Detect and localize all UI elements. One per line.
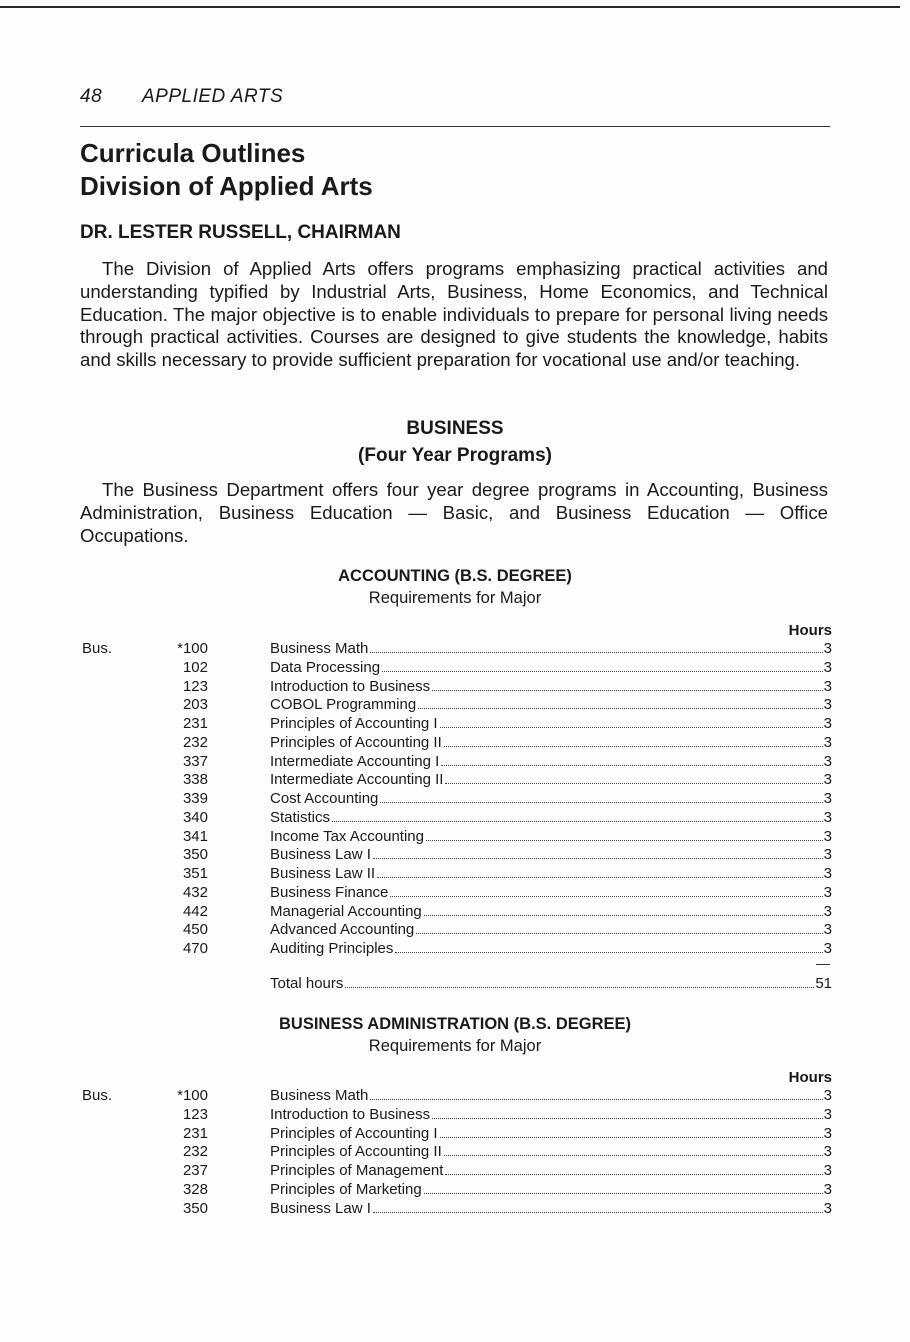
course-hours: 3 — [823, 1162, 832, 1180]
top-rule — [0, 6, 900, 8]
course-row — [80, 920, 832, 939]
course-name: Principles of Accounting I — [270, 1124, 438, 1142]
dot-leader — [377, 877, 823, 878]
course-hours: 3 — [823, 865, 832, 882]
course-name: Business Law I — [270, 846, 371, 864]
course-number: 231 — [182, 1124, 208, 1142]
course-hours: 3 — [823, 658, 832, 676]
course-hours: 3 — [823, 940, 832, 957]
course-name: Principles of Accounting II — [270, 733, 442, 751]
intro-text: The Division of Applied Arts offers programs emphasizing practical activities and understanding typified by Industrial Arts, Business, Home Economics, and Technical Education. The major objective is to enable individuals to prepare for personal living needs through practical activities. Courses are designed to give students the knowledge, habits and skills necessary to provide sufficient preparation for vocational use and/or teaching. — [80, 258, 828, 371]
course-number: 123 — [182, 1105, 208, 1123]
department-label: Bus. — [82, 640, 113, 657]
business-admin-course-list — [80, 1069, 832, 1229]
course-number: *100 — [177, 1087, 208, 1104]
course-hours: 3 — [823, 921, 832, 939]
course-hours: 3 — [823, 1143, 832, 1161]
course-row — [80, 733, 832, 752]
section-name: APPLIED ARTS — [142, 86, 284, 107]
dot-leader — [445, 783, 822, 784]
course-row — [80, 883, 832, 902]
course-number: 339 — [182, 790, 208, 807]
dot-leader — [370, 652, 822, 653]
course-hours: 3 — [823, 790, 832, 807]
dot-leader — [424, 1193, 823, 1194]
course-hours: 3 — [823, 733, 832, 751]
business-intro-text: The Business Department offers four year degree programs in Accounting, Business Administration, Business Education — Basic, and Business Education — Office Occupations. — [80, 479, 828, 546]
course-number: 232 — [182, 733, 208, 751]
title-line-2: Division of Applied Arts — [80, 171, 373, 201]
business-admin-title: BUSINESS ADMINISTRATION (B.S. DEGREE) — [278, 1015, 632, 1033]
course-hours: 3 — [823, 1105, 832, 1123]
header-rule — [80, 126, 830, 127]
course-name: Business Math — [270, 640, 369, 657]
course-number: 351 — [182, 865, 208, 882]
course-row — [80, 1105, 832, 1124]
course-hours: 3 — [823, 808, 832, 826]
dot-leader — [373, 858, 823, 859]
course-name: Introduction to Business — [270, 1105, 431, 1123]
dot-leader — [418, 708, 823, 709]
dot-leader — [441, 765, 822, 766]
course-row — [80, 1124, 832, 1143]
course-row — [80, 658, 832, 677]
dot-leader — [424, 915, 823, 916]
course-name: Statistics — [270, 808, 331, 826]
course-row — [80, 695, 832, 714]
dot-leader — [440, 1137, 823, 1138]
course-number: 237 — [182, 1162, 208, 1180]
course-name: Intermediate Accounting II — [270, 771, 444, 789]
course-row — [80, 714, 832, 733]
course-number: 340 — [182, 808, 208, 826]
course-row — [80, 864, 832, 883]
dot-leader — [390, 896, 822, 897]
course-row — [80, 1199, 832, 1218]
course-number: 450 — [182, 921, 208, 939]
course-row — [80, 639, 832, 658]
course-row — [80, 845, 832, 864]
course-hours: 3 — [823, 883, 832, 901]
course-number: 102 — [182, 658, 208, 676]
total-hours: 51 — [815, 974, 832, 992]
course-name: Income Tax Accounting — [270, 827, 424, 845]
dot-leader — [416, 933, 822, 934]
course-name: Introduction to Business — [270, 677, 431, 695]
business-heading: BUSINESS — [406, 418, 504, 439]
business-intro-paragraph — [80, 479, 828, 547]
course-name: Business Law I — [270, 1199, 371, 1217]
course-name: Data Processing — [270, 658, 381, 676]
accounting-subtitle: Requirements for Major — [368, 589, 542, 607]
course-name: Principles of Accounting I — [270, 715, 438, 732]
department-label: Bus. — [82, 1087, 113, 1104]
course-name: Business Law II — [270, 865, 376, 882]
dot-leader — [370, 1099, 822, 1100]
hours-header: Hours — [788, 1069, 832, 1086]
course-row — [80, 902, 832, 921]
course-row — [80, 1142, 832, 1161]
course-number: *100 — [177, 640, 208, 657]
course-row — [80, 752, 832, 771]
total-label: Total hours — [270, 974, 344, 992]
course-hours: 3 — [823, 677, 832, 695]
dot-leader — [426, 840, 823, 841]
dot-leader — [432, 1118, 823, 1119]
accounting-course-list — [80, 622, 832, 1000]
course-hours: 3 — [823, 1199, 832, 1217]
business-admin-subtitle: Requirements for Major — [368, 1037, 542, 1055]
dot-leader — [332, 821, 823, 822]
dot-leader — [432, 690, 823, 691]
chairman-heading: DR. LESTER RUSSELL, CHAIRMAN — [80, 222, 401, 243]
course-row — [80, 789, 832, 808]
course-name: Principles of Marketing — [270, 1181, 422, 1198]
course-name: Intermediate Accounting I — [270, 752, 440, 770]
course-number: 338 — [182, 771, 208, 789]
course-hours: 3 — [823, 1181, 832, 1198]
course-hours: 3 — [823, 640, 832, 657]
course-name: Auditing Principles — [270, 940, 394, 957]
course-number: 123 — [182, 677, 208, 695]
course-name: Principles of Management — [270, 1162, 444, 1180]
course-number: 341 — [182, 827, 208, 845]
dot-leader — [395, 952, 822, 953]
page-title — [80, 137, 373, 203]
course-number: 232 — [182, 1143, 208, 1161]
course-name: Principles of Accounting II — [270, 1143, 442, 1161]
course-row — [80, 770, 832, 789]
course-number: 337 — [182, 752, 208, 770]
course-hours: 3 — [823, 827, 832, 845]
course-hours: 3 — [823, 715, 832, 732]
course-name: Managerial Accounting — [270, 902, 422, 920]
intro-paragraph — [80, 258, 828, 372]
page-header — [80, 86, 832, 108]
course-row — [80, 677, 832, 696]
course-name: Cost Accounting — [270, 790, 379, 807]
course-number: 442 — [182, 902, 208, 920]
total-rule — [816, 964, 830, 965]
dot-leader — [444, 746, 823, 747]
dot-leader — [445, 1174, 822, 1175]
title-line-1: Curricula Outlines — [80, 138, 306, 168]
course-hours: 3 — [823, 902, 832, 920]
course-name: Business Finance — [270, 883, 389, 901]
course-number: 432 — [182, 883, 208, 901]
dot-leader — [373, 1212, 823, 1213]
course-row — [80, 939, 832, 958]
course-row — [80, 808, 832, 827]
course-hours: 3 — [823, 1124, 832, 1142]
course-hours: 3 — [823, 846, 832, 864]
accounting-title: ACCOUNTING (B.S. DEGREE) — [338, 567, 572, 585]
course-row — [80, 827, 832, 846]
course-name: Business Math — [270, 1087, 369, 1104]
course-name: Advanced Accounting — [270, 921, 415, 939]
dot-leader — [444, 1155, 823, 1156]
course-row — [80, 1180, 832, 1199]
course-hours: 3 — [823, 771, 832, 789]
dot-leader — [380, 802, 822, 803]
page-number: 48 — [80, 86, 103, 107]
dot-leader — [382, 671, 823, 672]
course-number: 350 — [182, 1199, 208, 1217]
course-hours: 3 — [823, 1087, 832, 1104]
dot-leader — [440, 727, 823, 728]
course-row — [80, 1086, 832, 1105]
course-number: 231 — [182, 715, 208, 732]
course-number: 470 — [182, 940, 208, 957]
business-subheading: (Four Year Programs) — [358, 445, 552, 466]
course-number: 203 — [182, 696, 208, 714]
course-row — [80, 1161, 832, 1180]
course-number: 328 — [182, 1181, 208, 1198]
total-row — [80, 974, 832, 993]
course-number: 350 — [182, 846, 208, 864]
course-name: COBOL Programming — [270, 696, 417, 714]
course-hours: 3 — [823, 752, 832, 770]
dot-leader — [345, 987, 814, 988]
course-hours: 3 — [823, 696, 832, 714]
hours-header: Hours — [788, 622, 832, 639]
